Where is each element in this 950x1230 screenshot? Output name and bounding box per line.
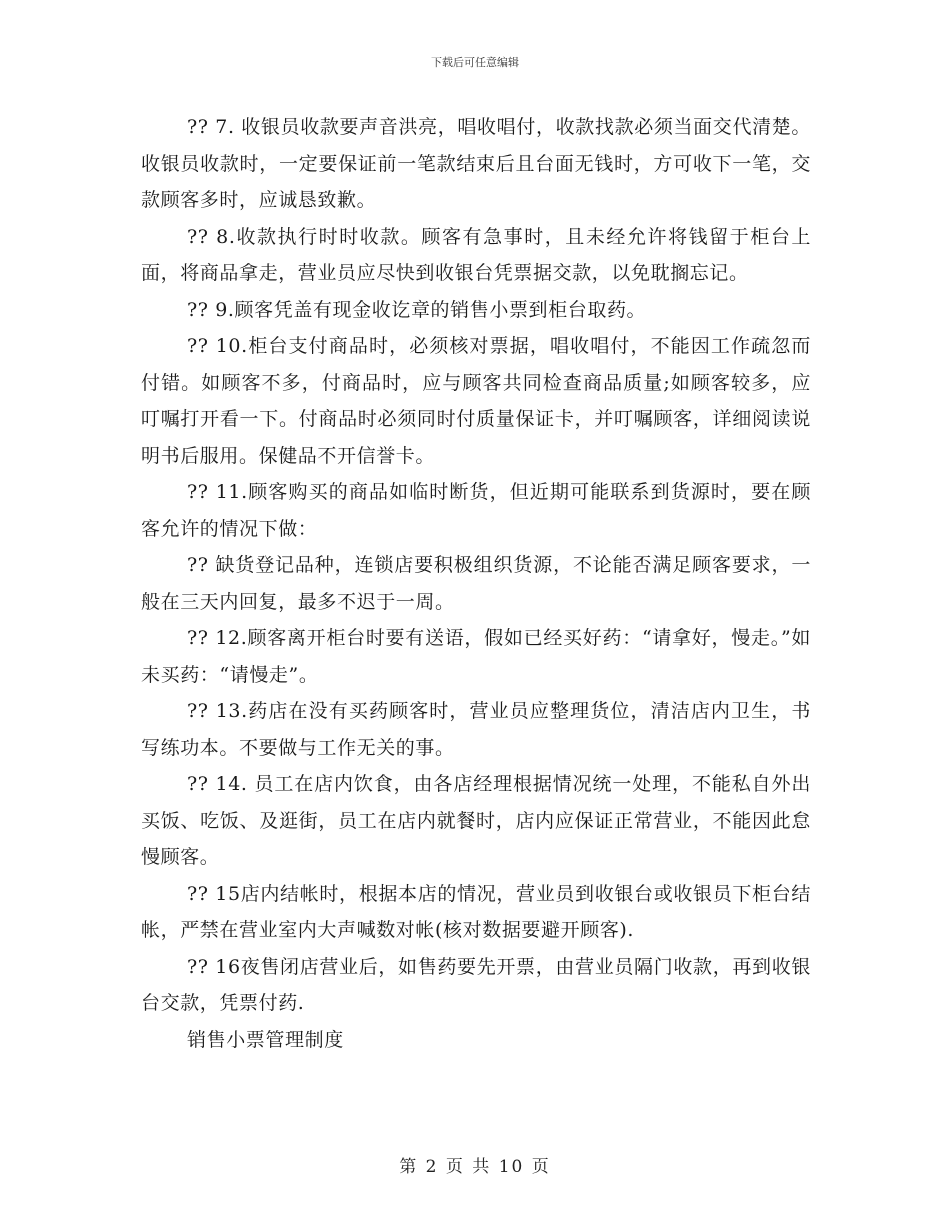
section-title: 销售小票管理制度 <box>187 1028 344 1051</box>
paragraph-16: ?? 16夜售闭店营业后，如售药要先开票，由营业员隔门收款，再到收银台交款，凭票付药. <box>141 955 811 1014</box>
document-body <box>141 109 811 1058</box>
page-footer: 第 2 页 共 10 页 <box>399 1157 551 1177</box>
page-header: 下载后可任意编辑 <box>431 56 519 69</box>
paragraph-7: ?? 7. 收银员收款要声音洪亮，唱收唱付，收款找款必须当面交代清楚。收银员收款时，一定要保证前一笔款结束后且台面无钱时，方可收下一笔，交款顾客多时，应诚恳致歉。 <box>141 116 811 211</box>
paragraph-14: ?? 14. 员工在店内饮食，由各店经理根据情况统一处理，不能私自外出买饭、吃饭、及逛街，员工在店内就餐时，店内应保证正常营业，不能因此怠慢顾客。 <box>141 773 811 868</box>
paragraph-10: ?? 10.柜台支付商品时，必须核对票据，唱收唱付，不能因工作疏忽而付错。如顾客不多，付商品时，应与顾客共同检查商品质量;如顾客较多，应叮嘱打开看一下。付商品时必须同时付质量保证卡，并叮嘱顾客，详细阅读说明书后服用。保健品不开信誉卡。 <box>141 335 811 467</box>
paragraph-11: ?? 11.顾客购买的商品如临时断货，但近期可能联系到货源时，要在顾客允许的情况下做： <box>141 481 811 540</box>
paragraph-11-sub: ?? 缺货登记品种，连锁店要积极组织货源，不论能否满足顾客要求，一般在三天内回复，最多不迟于一周。 <box>141 554 811 613</box>
paragraph-12: ?? 12.顾客离开柜台时要有送语，假如已经买好药：“请拿好，慢走。”如未买药：“请慢走”。 <box>141 627 811 686</box>
paragraph-13: ?? 13.药店在没有买药顾客时，营业员应整理货位，清洁店内卫生，书写练功本。不要做与工作无关的事。 <box>141 700 811 759</box>
paragraph-9: ?? 9.顾客凭盖有现金收讫章的销售小票到柜台取药。 <box>187 298 647 321</box>
paragraph-15: ?? 15店内结帐时，根据本店的情况，营业员到收银台或收银员下柜台结帐，严禁在营业室内大声喊数对帐(核对数据要避开顾客). <box>141 882 811 941</box>
paragraph-8: ?? 8.收款执行时时收款。顾客有急事时，且未经允许将钱留于柜台上面，将商品拿走，营业员应尽快到收银台凭票据交款，以免耽搁忘记。 <box>141 225 811 284</box>
